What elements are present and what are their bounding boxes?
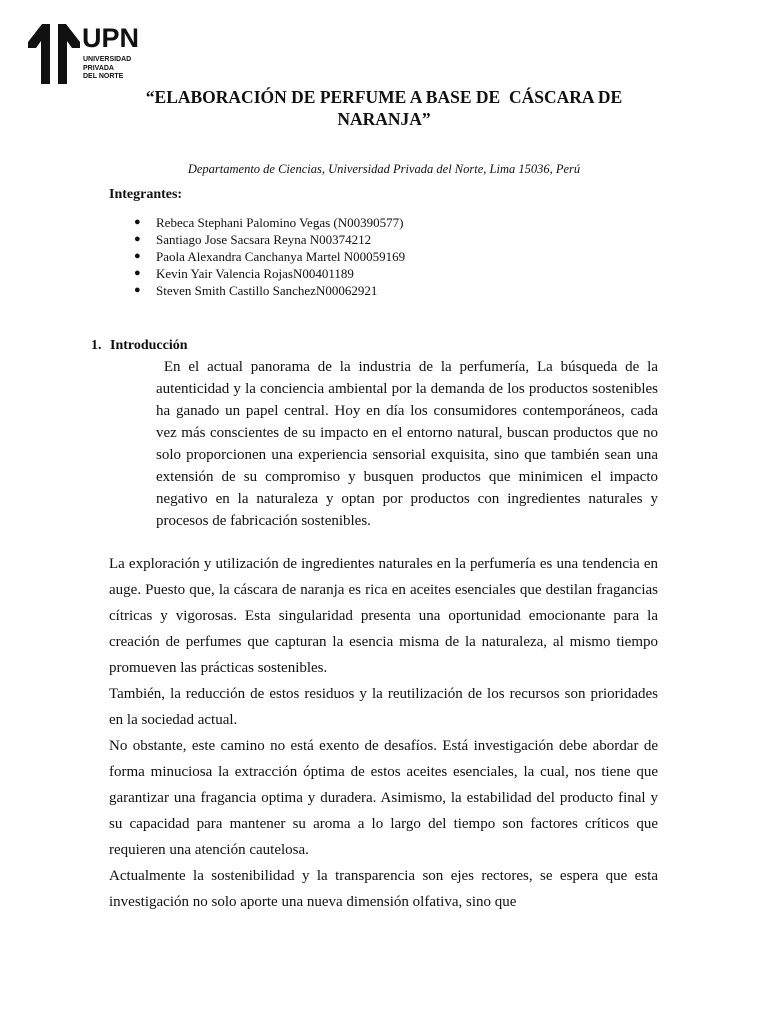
intro-paragraph: En el actual panorama de la industria de la perfumería, La búsqueda de la autenticidad y la conciencia ambiental por la demanda de los productos sostenibles ha ganado un papel central. Hoy en día los consumidores contemporáneos, cada vez más conscientes de su impacto en el entorno natural, buscan productos que no solo proporcionen una experiencia sensorial exquisita, sino que también sean una extensión de su compromiso y busquen productos que minimicen el impacto negativo en la naturaleza y optan por productos con ingredientes naturales y procesos de fabricación sostenibles. <box>156 359 662 529</box>
bullet-icon: ● <box>134 250 141 262</box>
paragraph: Actualmente la sostenibilidad y la transparencia son ejes rectores, se espera que esta investigación no solo aporte una nueva dimensión olfativa, sino que <box>109 868 658 910</box>
members-list <box>134 214 405 299</box>
upn-arrow-icon <box>28 24 80 84</box>
section-number: 1. <box>91 338 102 353</box>
bullet-icon: ● <box>134 216 141 228</box>
list-item: ● Kevin Yair Valencia RojasN00401189 <box>134 266 354 281</box>
members-heading: Integrantes: <box>109 187 183 202</box>
paragraph: También, la reducción de estos residuos y la reutilización de los recursos son prioridades en la sociedad actual. <box>109 686 658 728</box>
list-item: ● Steven Smith Castillo SanchezN00062921 <box>134 283 378 298</box>
section-title: Introducción <box>110 338 188 353</box>
body-text <box>109 551 658 915</box>
logo-text: UPN <box>82 23 140 53</box>
affiliation: Departamento de Ciencias, Universidad Privada del Norte, Lima 15036, Perú <box>187 162 581 176</box>
list-item: ● Rebeca Stephani Palomino Vegas (N00390577) <box>134 215 404 230</box>
bullet-icon: ● <box>134 284 141 296</box>
paragraph: No obstante, este camino no está exento de desafíos. Está investigación debe abordar de forma minuciosa la extracción óptima de estos aceites esenciales, la cual, nos tiene que garantizar una fragancia optima y duradera. Asimismo, la estabilidad del producto final y su capacidad para mantener su aroma a lo largo del tiempo son factores críticos que requieren una atención cautelosa. <box>109 738 658 858</box>
section-heading <box>91 338 188 354</box>
list-item: ● Paola Alexandra Canchanya Martel N00059169 <box>134 249 406 264</box>
title-line: NARANJA” <box>337 109 431 129</box>
bullet-icon: ● <box>134 233 141 245</box>
bullet-icon: ● <box>134 267 141 279</box>
upn-logo <box>28 24 140 86</box>
logo-subtext: UNIVERSIDAD PRIVADA DEL NORTE <box>83 56 132 80</box>
title-line: “ELABORACIÓN DE PERFUME A BASE DE CÁSCARA DE <box>145 87 623 107</box>
list-item: ● Santiago Jose Sacsara Reyna N00374212 <box>134 232 372 247</box>
paragraph: La exploración y utilización de ingredientes naturales en la perfumería es una tendencia en auge. Puesto que, la cáscara de naranja es rica en aceites esenciales que destilan fragancias cítricas y vigorosas. Esta singularidad presenta una oportunidad emocionante para la creación de perfumes que capturan la esencia misma de la naturaleza, al mismo tiempo promueven las prácticas sostenibles. <box>109 556 658 676</box>
document-title <box>60 86 708 130</box>
